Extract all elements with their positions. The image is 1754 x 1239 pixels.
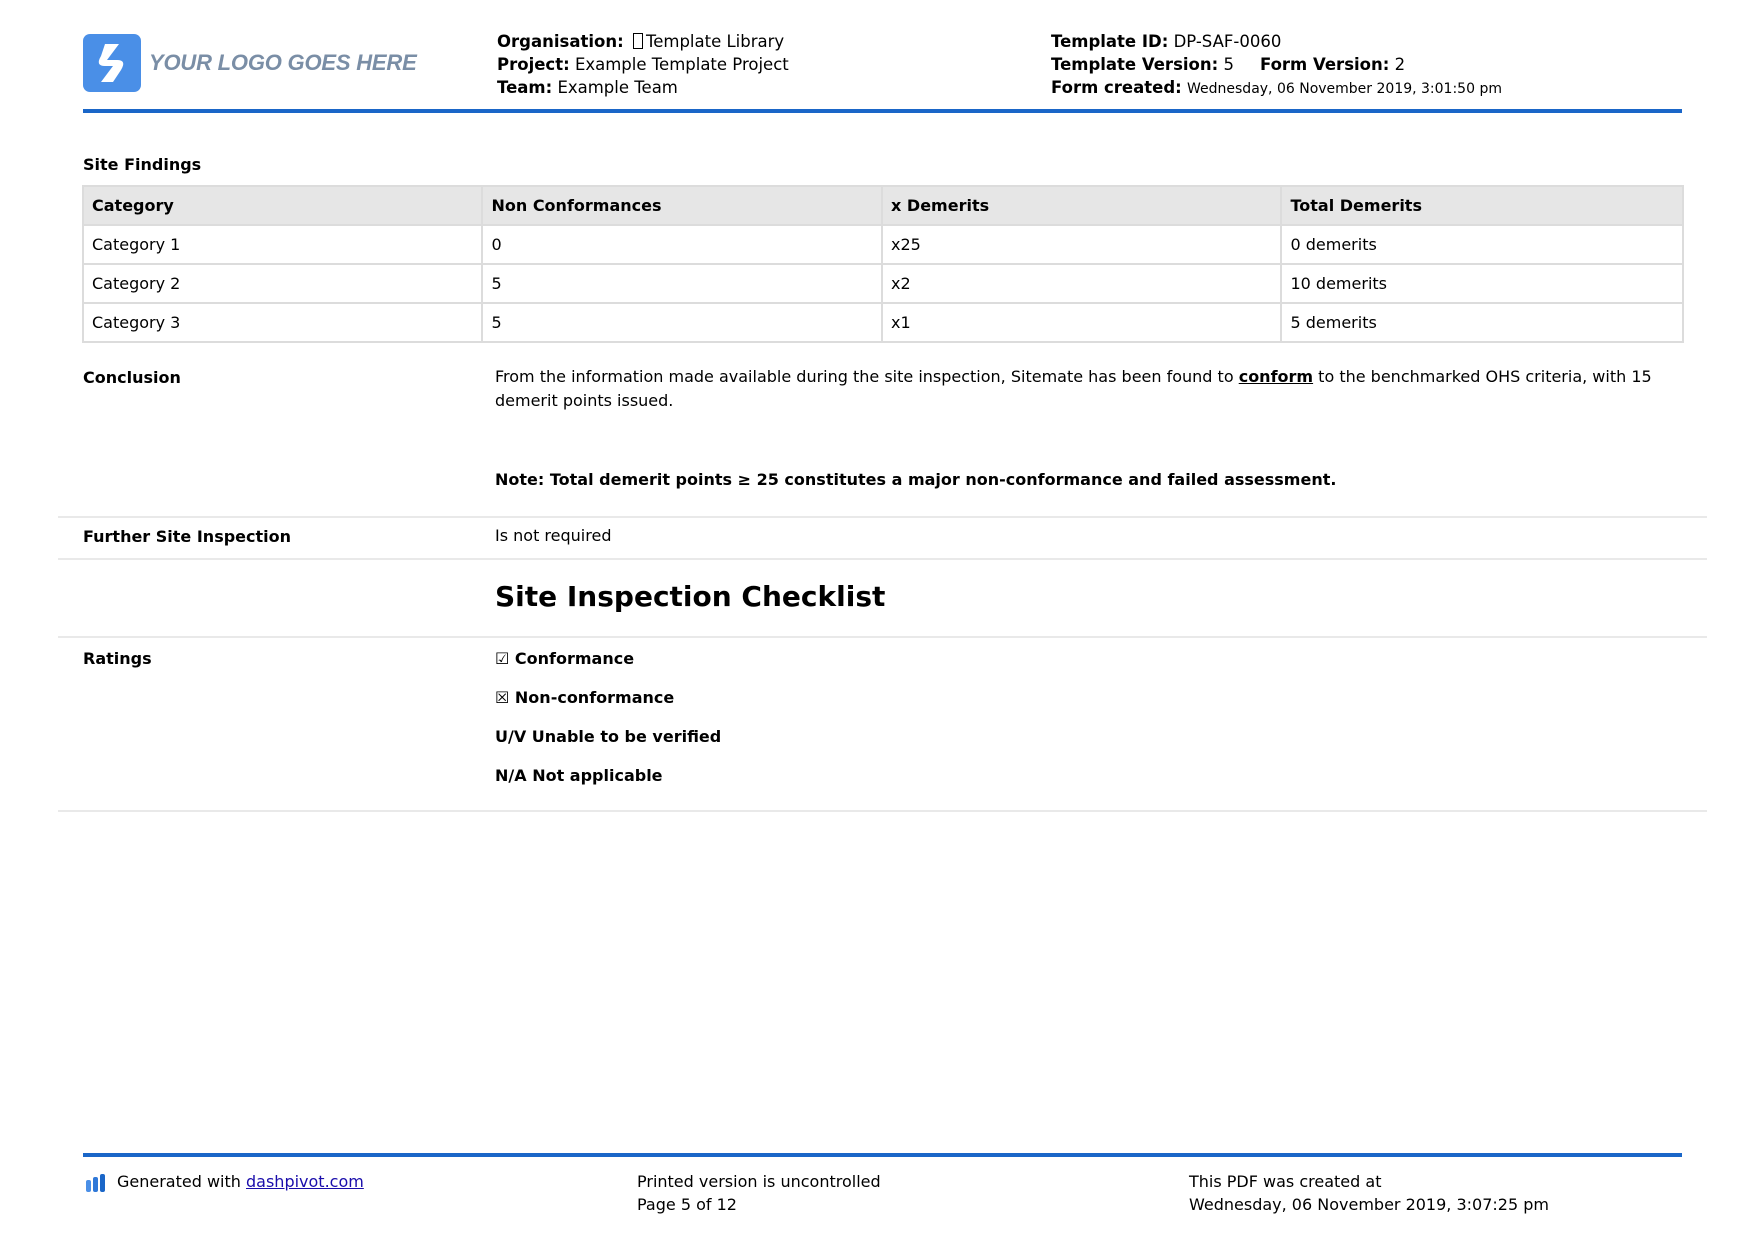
pdf-created-value: Wednesday, 06 November 2019, 3:07:25 pm [1189, 1195, 1549, 1214]
table-header-row [83, 186, 1683, 225]
checklist-title: Site Inspection Checklist [495, 580, 886, 613]
printed-notice: Printed version is uncontrolled [637, 1172, 881, 1191]
table-row [83, 303, 1683, 342]
table-row [83, 264, 1683, 303]
template-id-label: Template ID: [1051, 32, 1169, 51]
rating-unable-to-verify: U/V Unable to be verified [495, 727, 722, 746]
conclusion-text-part: to the benchmarked OHS criteria, with 15 demerit points issued. [495, 367, 1652, 410]
table-row [83, 225, 1683, 264]
ratings-label: Ratings [83, 649, 152, 668]
conclusion-text-part: From the information made available during the site inspection, Sitemate has been found to [495, 367, 1239, 386]
conclusion-emphasis: conform [1238, 367, 1314, 386]
section-divider [58, 516, 1707, 518]
table-cell: Category 3 [83, 303, 482, 342]
logo-text: YOUR LOGO GOES HERE [149, 50, 417, 75]
column-header: Non Conformances [482, 186, 882, 225]
print-notice-block [637, 1170, 881, 1216]
table-cell: 5 demerits [1281, 303, 1683, 342]
section-divider [58, 558, 1707, 560]
template-version-label: Template Version: [1051, 55, 1219, 74]
form-version-value: 2 [1394, 55, 1406, 74]
header-rule [83, 109, 1682, 113]
header-template-block [1051, 30, 1502, 101]
generated-with [117, 1170, 364, 1193]
template-id-value: DP-SAF-0060 [1173, 32, 1282, 51]
page-number: Page 5 of 12 [637, 1195, 737, 1214]
form-created-value: Wednesday, 06 November 2019, 3:01:50 pm [1187, 81, 1502, 97]
site-findings-table [82, 185, 1684, 343]
conclusion-label: Conclusion [83, 368, 181, 387]
header-org-block [497, 30, 789, 99]
footer-rule [83, 1153, 1682, 1157]
table-cell: Category 1 [83, 225, 482, 264]
template-version-value: 5 [1223, 55, 1234, 74]
conclusion-text [495, 365, 1685, 413]
table-cell: 0 [482, 225, 882, 264]
form-created-label: Form created: [1051, 78, 1182, 97]
table-cell: x1 [882, 303, 1281, 342]
section-divider [58, 636, 1707, 638]
project-value: Example Template Project [574, 55, 789, 74]
organisation-label: Organisation: [497, 32, 624, 51]
table-cell: 0 demerits [1281, 225, 1683, 264]
rating-not-applicable: N/A Not applicable [495, 766, 663, 785]
further-inspection-label: Further Site Inspection [83, 527, 292, 546]
column-header: x Demerits [882, 186, 1281, 225]
further-inspection-value: Is not required [495, 526, 612, 545]
table-cell: x2 [882, 264, 1281, 303]
team-label: Team: [497, 78, 553, 97]
generated-prefix: Generated with [117, 1172, 246, 1191]
table-cell: 5 [482, 264, 882, 303]
form-version-label: Form Version: [1259, 55, 1390, 74]
project-label: Project: [497, 55, 570, 74]
table-cell: 5 [482, 303, 882, 342]
logo-mark-icon [83, 34, 141, 92]
team-value: Example Team [557, 78, 678, 97]
column-header: Total Demerits [1281, 186, 1683, 225]
section-divider [58, 810, 1707, 812]
pdf-created-label: This PDF was created at [1189, 1172, 1382, 1191]
rating-non-conformance: ☒ Non-conformance [495, 688, 675, 707]
table-cell: x25 [882, 225, 1281, 264]
dashpivot-link[interactable]: dashpivot.com [246, 1172, 364, 1191]
organisation-value: Template Library [645, 32, 785, 51]
table-cell: Category 2 [83, 264, 482, 303]
conclusion-note: Note: Total demerit points ≥ 25 constitutes a major non-conformance and failed assessment. [495, 470, 1337, 489]
dashpivot-bars-icon [86, 1172, 110, 1196]
table-cell: 10 demerits [1281, 264, 1683, 303]
rating-conformance: ☑ Conformance [495, 649, 635, 668]
pdf-created-block [1189, 1170, 1549, 1216]
org-icon [633, 33, 643, 49]
column-header: Category [83, 186, 482, 225]
site-findings-title: Site Findings [83, 155, 202, 174]
